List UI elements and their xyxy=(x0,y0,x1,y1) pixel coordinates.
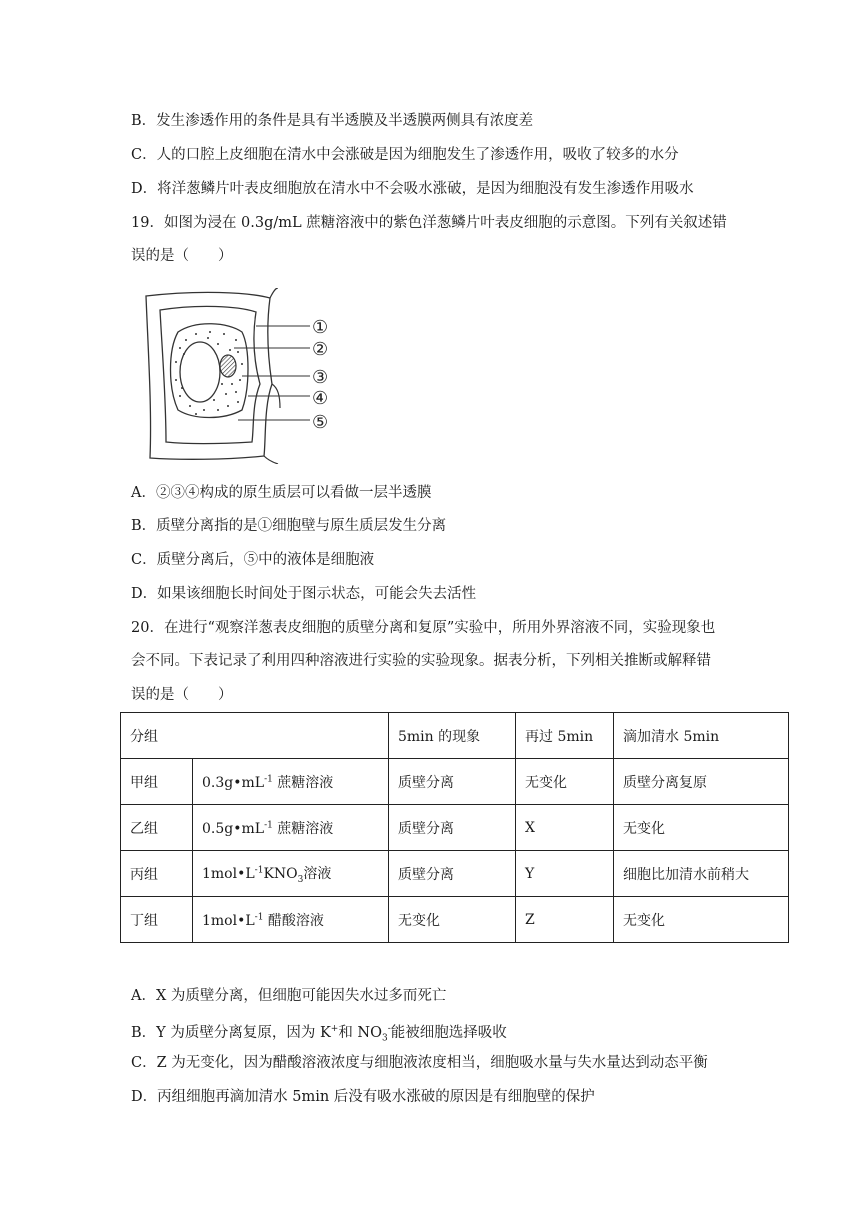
cell-after: Z xyxy=(516,897,614,943)
q20-option-c: C．Z 为无变化，因为醋酸溶液浓度与细胞液浓度相当，细胞吸水量与失水量达到动态平衡 xyxy=(131,1055,708,1071)
q18-option-b: B．发生渗透作用的条件是具有半透膜及半透膜两侧具有浓度差 xyxy=(131,113,534,129)
vacuole xyxy=(180,342,220,402)
cell-5min: 质壁分离 xyxy=(389,759,516,805)
cell-after: Y xyxy=(516,851,614,897)
q20-option-b: B．Y 为质壁分离复原，因为 K+和 $NO_3^-$能被细胞选择吸收 xyxy=(131,1024,507,1044)
cell-water: 细胞比加清水前稍大 xyxy=(614,851,789,897)
cell-5min: 质壁分离 xyxy=(389,805,516,851)
cell-water: 无变化 xyxy=(614,897,789,943)
q19-option-d: D．如果该细胞长时间处于图示状态，可能会失去活性 xyxy=(131,586,477,602)
cell-diagram xyxy=(138,288,348,464)
q19-stem-line2: 误的是（ ） xyxy=(131,248,233,264)
cell-water: 质壁分离复原 xyxy=(614,759,789,805)
q19-option-c: C．质壁分离后，⑤中的液体是细胞液 xyxy=(131,552,375,568)
cell-after: X xyxy=(516,805,614,851)
q19-stem-line1: 19．如图为浸在 0.3g/mL 蔗糖溶液中的紫色洋葱鳞片叶表皮细胞的示意图。下列有关叙述错 xyxy=(131,215,727,231)
q18-option-c: C．人的口腔上皮细胞在清水中会涨破是因为细胞发生了渗透作用，吸收了较多的水分 xyxy=(131,147,679,163)
header-add-water: 滴加清水 5min xyxy=(614,713,789,759)
header-after-5min: 再过 5min xyxy=(516,713,614,759)
q20-stem-line3: 误的是（ ） xyxy=(131,687,233,703)
table-header-row xyxy=(121,713,789,759)
cell-group: 乙组 xyxy=(121,805,193,851)
q20-option-d: D．丙组细胞再滴加清水 5min 后没有吸水涨破的原因是有细胞壁的保护 xyxy=(131,1089,595,1105)
label-1: ① xyxy=(312,317,329,338)
q18-option-d: D．将洋葱鳞片叶表皮细胞放在清水中不会吸水涨破，是因为细胞没有发生渗透作用吸水 xyxy=(131,181,694,197)
cell-group: 丙组 xyxy=(121,851,193,897)
q20-stem-line1: 20．在进行“观察洋葱表皮细胞的质壁分离和复原”实验中，所用外界溶液不同，实验现象也 xyxy=(131,620,716,636)
label-3: ③ xyxy=(312,367,329,388)
cell-solution: $1mol•L^{-1}$ 醋酸溶液 xyxy=(193,897,389,943)
table-row xyxy=(121,897,789,943)
cell-solution: $0.3g•mL^{-1}$ 蔗糖溶液 xyxy=(193,759,389,805)
header-5min: 5min 的现象 xyxy=(389,713,516,759)
nucleus xyxy=(220,355,236,377)
header-group: 分组 xyxy=(121,713,389,759)
label-2: ② xyxy=(312,339,329,360)
table-row xyxy=(121,805,789,851)
cell-5min: 无变化 xyxy=(389,897,516,943)
cell-group: 丁组 xyxy=(121,897,193,943)
label-5: ⑤ xyxy=(312,412,329,433)
cell-water: 无变化 xyxy=(614,805,789,851)
q20-stem-line2: 会不同。下表记录了利用四种溶液进行实验的实验现象。据表分析，下列相关推断或解释错 xyxy=(131,653,711,669)
q19-option-b: B．质壁分离指的是①细胞壁与原生质层发生分离 xyxy=(131,518,447,534)
cell-solution: $1mol•L^{-1}KNO_3$溶液 xyxy=(193,851,389,897)
table-row xyxy=(121,759,789,805)
cell-5min: 质壁分离 xyxy=(389,851,516,897)
table-row xyxy=(121,851,789,897)
cell-after: 无变化 xyxy=(516,759,614,805)
experiment-table xyxy=(120,712,789,943)
q20-option-a: A．X 为质壁分离，但细胞可能因失水过多而死亡 xyxy=(131,988,447,1004)
label-4: ④ xyxy=(312,388,329,409)
q19-option-a: A．②③④构成的原生质层可以看做一层半透膜 xyxy=(131,485,432,501)
cell-solution: $0.5g•mL^{-1}$ 蔗糖溶液 xyxy=(193,805,389,851)
cell-group: 甲组 xyxy=(121,759,193,805)
